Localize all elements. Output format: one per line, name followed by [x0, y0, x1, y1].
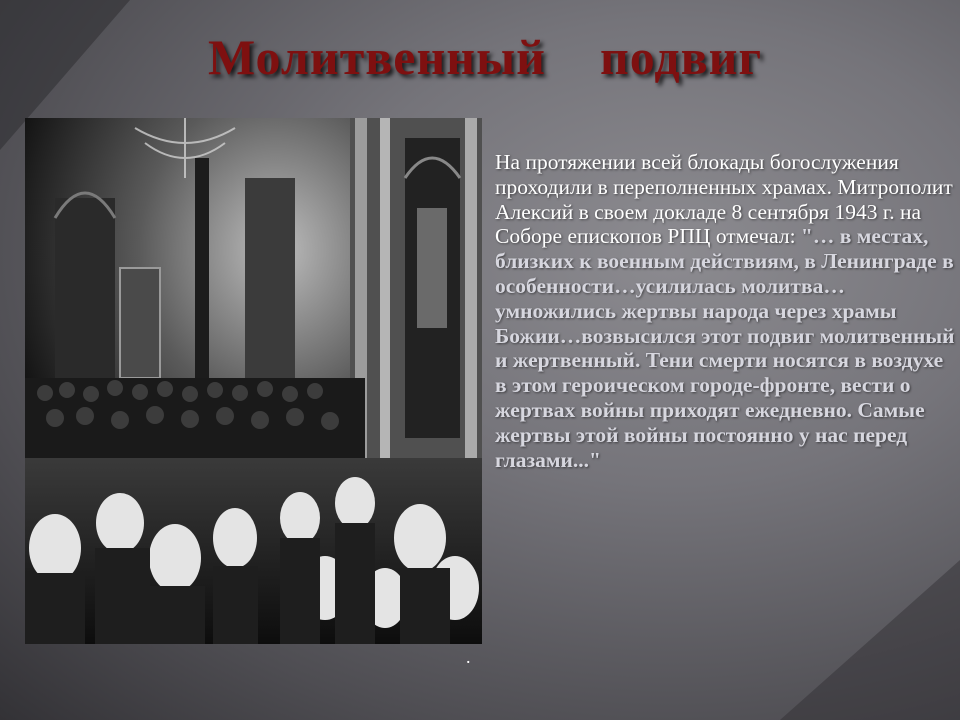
body-intro: На протяжении всей блокады богослужения проходили в переполненных храмах. Митрополит Алексий в своем докладе 8 сентября 1943 г. на Соборе епископов РПЦ отмечал: [495, 150, 953, 249]
church-service-photo [25, 118, 482, 644]
body-text [495, 150, 957, 472]
footer-mark: . [466, 647, 471, 667]
body-quote: "… в местах, близких к военным действиям, в Ленинграде в особенности…усилилась молитва…умножились жертвы народа через храмы Божии…возвысился этот подвиг молитвенный и жертвенный. Тени смерти носятся в воздухе в этом героическом городе-фронте, вести о жертвах войны приходят ежедневно. Самые жертвы этой войны постоянно у нас перед глазами..." [495, 224, 955, 472]
slide-title: Молитвенный подвиг [208, 29, 763, 85]
